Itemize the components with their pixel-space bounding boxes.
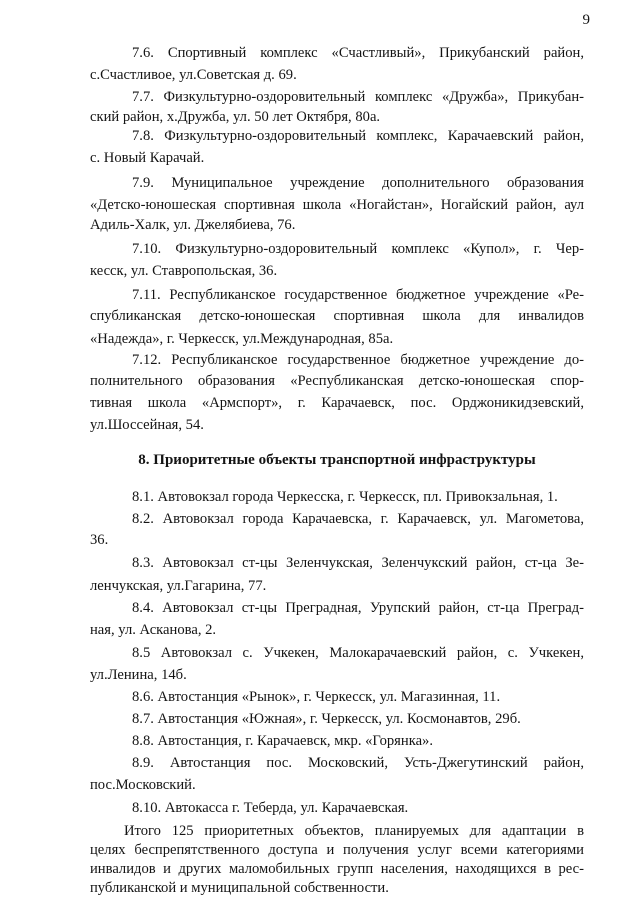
paragraph-line: 8.8. Автостанция, г. Карачаевск, мкр. «Горянка».: [132, 733, 433, 749]
paragraph-line: 8.3. Автовокзал ст-цы Зеленчукская, Зеленчукский район, ст-ца Зе-: [132, 555, 584, 571]
paragraph-line: 7.8. Физкультурно-оздоровительный комплекс, Карачаевский район,: [132, 128, 584, 144]
section-heading: 8. Приоритетные объекты транспортной инфраструктуры: [138, 452, 536, 468]
paragraph-line: ул.Ленина, 14б.: [90, 667, 187, 683]
paragraph-line: 7.11. Республиканское государственное бюджетное учреждение «Ре-: [132, 287, 584, 303]
paragraph-line: пос.Московский.: [90, 777, 196, 793]
paragraph-line: 8.6. Автостанция «Рынок», г. Черкесск, ул. Магазинная, 11.: [132, 689, 501, 705]
paragraph-line: 8.9. Автостанция пос. Московский, Усть-Джегутинский район,: [132, 755, 584, 771]
paragraph-line: кесск, ул. Ставропольская, 36.: [90, 263, 278, 279]
paragraph-line: 7.12. Республиканское государственное бюджетное учреждение до-: [132, 352, 584, 368]
paragraph-line: 8.2. Автовокзал города Карачаевска, г. Карачаевск, ул. Магометова,: [132, 511, 584, 527]
paragraph-line: с. Новый Карачай.: [90, 150, 205, 166]
paragraph-line: «Детско-юношеская спортивная школа «Ногайстан», Ногайский район, аул: [90, 197, 584, 213]
paragraph-line: полнительного образования «Республиканская детско-юношеская спор-: [90, 373, 584, 389]
paragraph-line: 8.4. Автовокзал ст-цы Преградная, Урупский район, ст-ца Преград-: [132, 600, 584, 616]
paragraph-line: 8.5 Автовокзал с. Учкекен, Малокарачаевский район, с. Учкекен,: [132, 645, 584, 661]
paragraph-line: ная, ул. Асканова, 2.: [90, 622, 217, 638]
paragraph-line: 7.9. Муниципальное учреждение дополнительного образования: [132, 175, 584, 191]
paragraph-line: 8.10. Автокасса г. Теберда, ул. Карачаевская.: [132, 800, 409, 816]
paragraph-line: «Надежда», г. Черкесск, ул.Международная, 85а.: [90, 331, 394, 347]
paragraph-line: 7.7. Физкультурно-оздоровительный комплекс «Дружба», Прикубан-: [132, 89, 584, 105]
paragraph-line: 8.1. Автовокзал города Черкесска, г. Черкесск, пл. Привокзальная, 1.: [132, 489, 558, 505]
paragraph-line: Адиль-Халк, ул. Джелябиева, 76.: [90, 217, 296, 233]
page-number: 9: [582, 12, 590, 28]
paragraph-line: ул.Шоссейная, 54.: [90, 417, 204, 433]
paragraph-line: целях беспрепятственного доступа и получения услуг всеми категориями: [90, 842, 584, 858]
paragraph-line: Итого 125 приоритетных объектов, планируемых для адаптации в: [124, 823, 584, 839]
paragraph-line: публиканской и муниципальной собственности.: [90, 880, 389, 896]
paragraph-line: 8.7. Автостанция «Южная», г. Черкесск, ул. Космонавтов, 29б.: [132, 711, 521, 727]
paragraph-line: с.Счастливое, ул.Советская д. 69.: [90, 67, 297, 83]
paragraph-line: тивная школа «Армспорт», г. Карачаевск, пос. Орджоникидзевский,: [90, 395, 584, 411]
paragraph-line: ский район, х.Дружба, ул. 50 лет Октября, 80а.: [90, 109, 381, 125]
paragraph-line: спубликанская детско-юношеская спортивная школа для инвалидов: [90, 308, 584, 324]
paragraph-line: 7.10. Физкультурно-оздоровительный комплекс «Купол», г. Чер-: [132, 241, 584, 257]
paragraph-line: 36.: [90, 532, 109, 548]
paragraph-line: 7.6. Спортивный комплекс «Счастливый», Прикубанский район,: [132, 45, 584, 61]
paragraph-line: инвалидов и других маломобильных групп населения, находящихся в рес-: [90, 861, 584, 877]
paragraph-line: ленчукская, ул.Гагарина, 77.: [90, 578, 267, 594]
